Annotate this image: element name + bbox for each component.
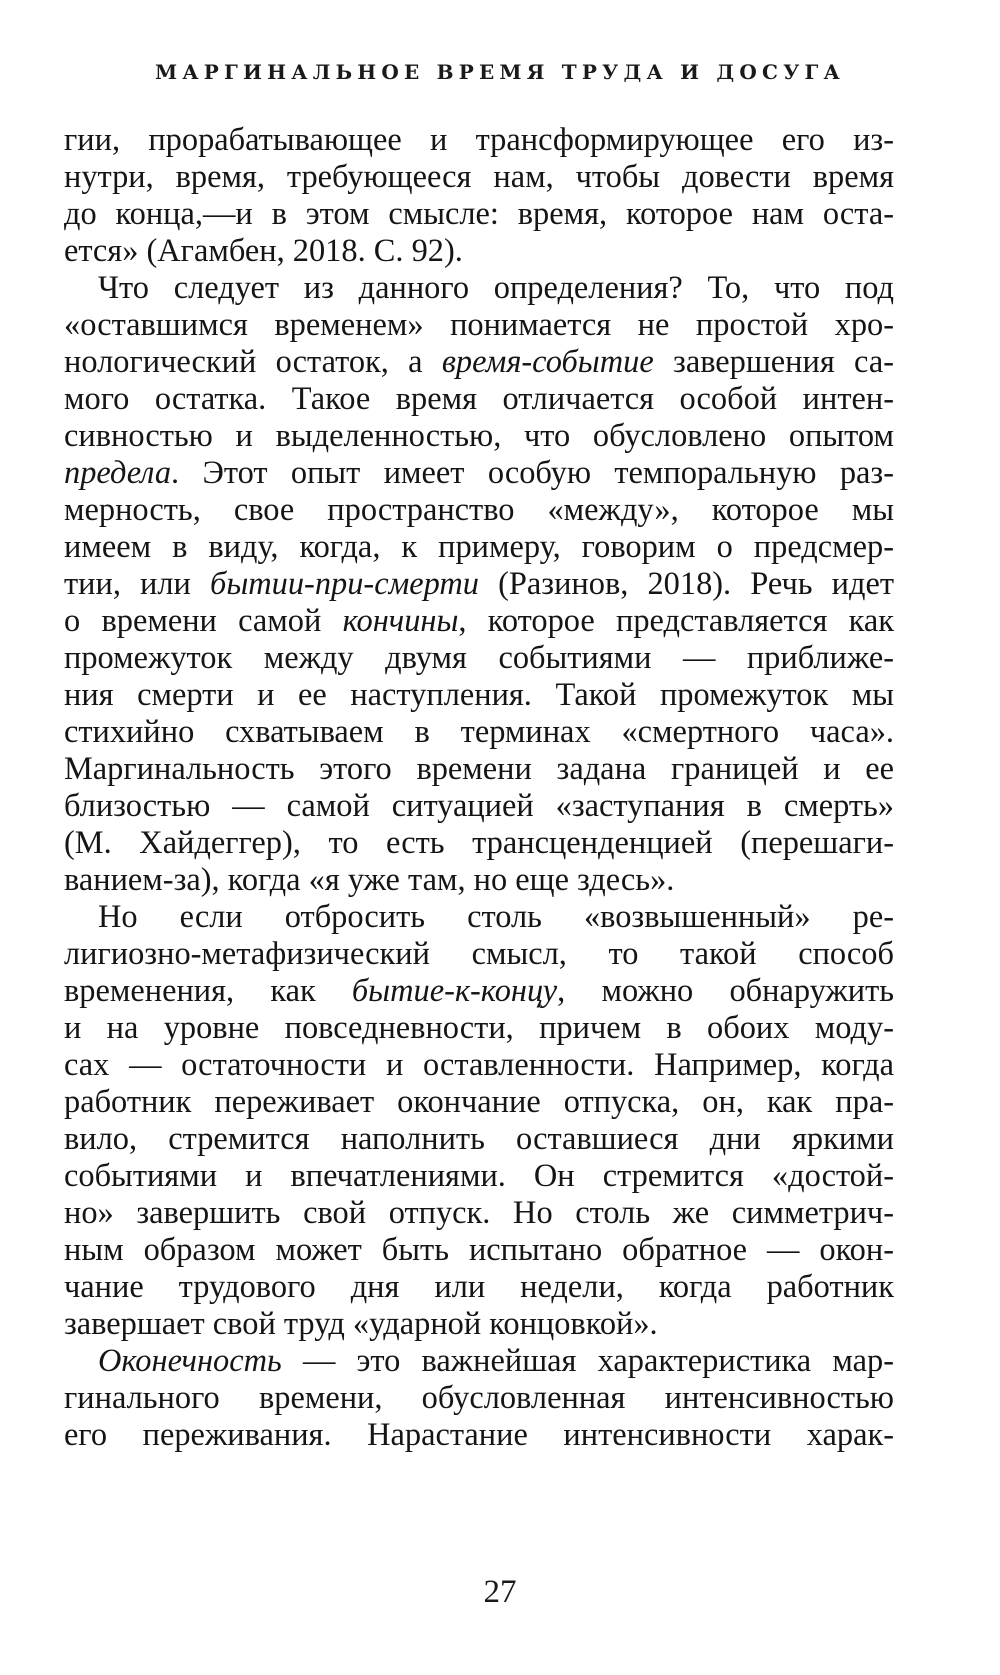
text-line	[64, 418, 894, 455]
text-line	[64, 381, 894, 418]
text-run: . Этот опыт имеет особую темпоральную раз-	[171, 455, 894, 491]
text-line	[64, 1343, 894, 1380]
text-run: чание трудового дня или недели, когда работник	[64, 1269, 894, 1305]
text-run: ется» (Агамбен, 2018. С. 92).	[64, 233, 463, 269]
text-line	[64, 1195, 894, 1232]
text-line	[64, 159, 894, 196]
text-run: Что следует из данного определения? То, что под	[98, 270, 894, 306]
text-run: ния смерти и ее наступления. Такой промежуток мы	[64, 677, 894, 713]
text-line	[64, 1380, 894, 1417]
text-run: гинального времени, обусловленная интенсивностью	[64, 1380, 894, 1416]
text-line	[64, 233, 894, 270]
text-run: Но если отбросить столь «возвышенный» ре-	[98, 899, 894, 935]
text-line	[64, 529, 894, 566]
text-line	[64, 270, 894, 307]
text-line	[64, 751, 894, 788]
text-run: (М. Хайдеггер), то есть трансценденцией (перешаги-	[64, 825, 894, 861]
text-run: ванием-за), когда «я уже там, но еще здесь».	[64, 862, 675, 898]
text-run: завершения са-	[653, 344, 894, 380]
text-line	[64, 899, 894, 936]
text-line	[64, 455, 894, 492]
text-run: до конца,—и в этом смысле: время, которое нам оста-	[64, 196, 894, 232]
text-line	[64, 492, 894, 529]
running-head: МАРГИНАЛЬНОЕ ВРЕМЯ ТРУДА И ДОСУГА	[154, 60, 846, 84]
text-run: вило, стремится наполнить оставшиеся дни яркими	[64, 1121, 894, 1157]
text-line	[64, 344, 894, 381]
text-run: работник переживает окончание отпуска, он, как пра-	[64, 1084, 894, 1120]
text-line	[64, 825, 894, 862]
text-run: ным образом может быть испытано обратное — окон-	[64, 1232, 894, 1268]
text-run: «оставшимся временем» понимается не простой хро-	[64, 307, 894, 343]
text-line	[64, 307, 894, 344]
text-line	[64, 122, 894, 159]
italic-term: бытии-при-смерти	[210, 566, 479, 602]
text-line	[64, 973, 894, 1010]
text-line	[64, 1047, 894, 1084]
text-line	[64, 677, 894, 714]
body-text	[64, 122, 894, 1454]
italic-term: Оконечность	[98, 1343, 282, 1379]
text-run: и на уровне повседневности, причем в обоих моду-	[64, 1010, 894, 1046]
text-line	[64, 603, 894, 640]
text-line	[64, 640, 894, 677]
text-run: промежуток между двумя событиями — приближе-	[64, 640, 894, 676]
text-run: нологический остаток, а	[64, 344, 442, 380]
italic-term: время-событие	[441, 344, 654, 380]
text-line	[64, 1417, 894, 1454]
text-run: его переживания. Нарастание интенсивности харак-	[64, 1417, 894, 1453]
text-run: о времени самой	[64, 603, 343, 639]
text-line	[64, 714, 894, 751]
text-line	[64, 196, 894, 233]
italic-term: кончины	[342, 603, 459, 639]
text-run: гии, прорабатывающее и трансформирующее его из-	[64, 122, 894, 158]
text-line	[64, 1121, 894, 1158]
text-line	[64, 862, 894, 899]
text-run: мого остатка. Такое время отличается особой интен-	[64, 381, 894, 417]
text-run: стихийно схватываем в терминах «смертного часа».	[64, 714, 894, 750]
page-number: 27	[483, 1574, 517, 1610]
text-run: временения, как	[64, 973, 352, 1009]
text-run: , которое представляется как	[458, 603, 895, 639]
text-line	[64, 788, 894, 825]
text-line	[64, 1158, 894, 1195]
text-run: событиями и впечатлениями. Он стремится «достой-	[64, 1158, 894, 1194]
text-run: , можно обнаружить	[557, 973, 895, 1009]
text-line	[64, 1010, 894, 1047]
text-line	[64, 1306, 894, 1343]
text-run: сивностью и выделенностью, что обусловлено опытом	[64, 418, 894, 454]
text-run: — это важнейшая характеристика мар-	[281, 1343, 894, 1379]
text-run: имеем в виду, когда, к примеру, говорим о предсмер-	[64, 529, 894, 565]
text-line	[64, 1084, 894, 1121]
text-run: мерность, свое пространство «между», которое мы	[64, 492, 894, 528]
text-line	[64, 566, 894, 603]
text-run: тии, или	[64, 566, 211, 602]
text-run: сах — остаточности и оставленности. Например, когда	[64, 1047, 894, 1083]
text-run: лигиозно-метафизический смысл, то такой способ	[64, 936, 894, 972]
text-run: близостью — самой ситуацией «заступания в смерть»	[64, 788, 894, 824]
text-run: завершает свой труд «ударной концовкой».	[64, 1306, 658, 1342]
text-run: Маргинальность этого времени задана границей и ее	[64, 751, 894, 787]
italic-term: бытие-к-концу	[351, 973, 558, 1009]
text-run: но» завершить свой отпуск. Но столь же симметрич-	[64, 1195, 894, 1231]
text-line	[64, 1269, 894, 1306]
text-line	[64, 936, 894, 973]
text-run: нутри, время, требующееся нам, чтобы довести время	[64, 159, 894, 195]
text-run: (Разинов, 2018). Речь идет	[478, 566, 894, 602]
text-line	[64, 1232, 894, 1269]
italic-term: предела	[64, 455, 172, 491]
